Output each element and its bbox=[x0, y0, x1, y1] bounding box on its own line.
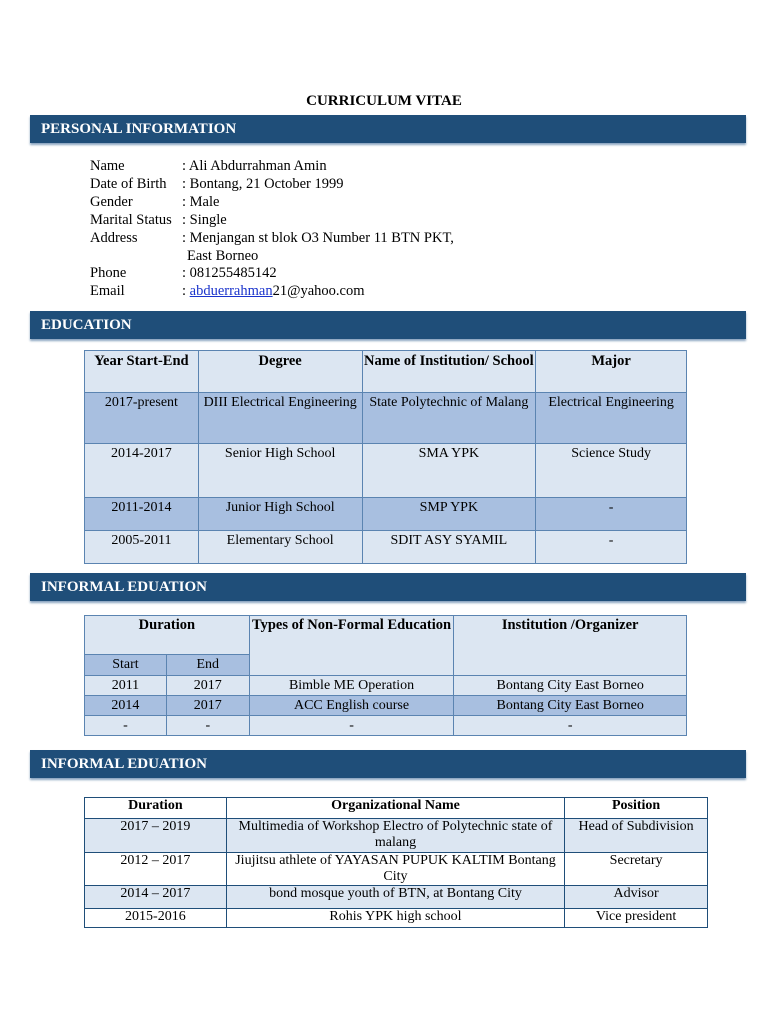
name-label: Name bbox=[90, 158, 125, 174]
table-row bbox=[85, 498, 687, 531]
nonformal-cell-type: Bimble ME Operation bbox=[249, 676, 454, 696]
nonformal-subheader-start: Start bbox=[85, 655, 167, 676]
personal-row-address bbox=[90, 230, 454, 248]
personal-row-gender bbox=[90, 194, 454, 212]
nonformal-cell-organizer: Bontang City East Borneo bbox=[454, 676, 687, 696]
table-row bbox=[85, 696, 687, 716]
table-row bbox=[85, 909, 708, 928]
edu-cell-year: 2011-2014 bbox=[85, 498, 199, 531]
name-value: : Ali Abdurrahman Amin bbox=[182, 158, 327, 174]
edu-header-major: Major bbox=[536, 351, 687, 393]
edu-header-institution: Name of Institution/ School bbox=[362, 351, 536, 393]
nonformal-cell-start: - bbox=[85, 716, 167, 736]
nonformal-cell-organizer: Bontang City East Borneo bbox=[454, 696, 687, 716]
table-row bbox=[85, 444, 687, 498]
edu-cell-degree: Elementary School bbox=[198, 531, 362, 564]
email-prefix: : bbox=[182, 283, 190, 300]
personal-row-marital bbox=[90, 212, 454, 230]
section-header-education: EDUCATION bbox=[30, 311, 746, 339]
section-header-informal-education-2: INFORMAL EDUATION bbox=[30, 750, 746, 778]
edu-cell-year: 2017-present bbox=[85, 393, 199, 444]
edu-cell-degree: Junior High School bbox=[198, 498, 362, 531]
org-header-name: Organizational Name bbox=[226, 798, 564, 819]
table-row bbox=[85, 716, 687, 736]
org-cell-name: Multimedia of Workshop Electro of Polytechnic state of malang bbox=[226, 819, 564, 853]
email-label: Email bbox=[90, 283, 125, 300]
marital-value: : Single bbox=[182, 211, 227, 228]
org-cell-duration: 2012 – 2017 bbox=[85, 853, 227, 886]
nonformal-cell-start: 2014 bbox=[85, 696, 167, 716]
table-row bbox=[85, 393, 687, 444]
org-cell-name: Rohis YPK high school bbox=[226, 909, 564, 928]
edu-cell-major: - bbox=[536, 531, 687, 564]
personal-info-block bbox=[90, 158, 454, 301]
nonformal-cell-organizer: - bbox=[454, 716, 687, 736]
nonformal-cell-type: - bbox=[249, 716, 454, 736]
personal-row-name bbox=[90, 158, 454, 176]
personal-row-phone bbox=[90, 265, 454, 283]
nonformal-cell-type: ACC English course bbox=[249, 696, 454, 716]
address-value-line2: East Borneo bbox=[187, 247, 259, 264]
education-table bbox=[84, 350, 687, 564]
table-row bbox=[85, 886, 708, 909]
nonformal-cell-end: 2017 bbox=[166, 696, 249, 716]
org-cell-position: Head of Subdivision bbox=[565, 819, 708, 853]
edu-cell-institution: SMP YPK bbox=[362, 498, 536, 531]
edu-cell-major: Science Study bbox=[536, 444, 687, 498]
address-label: Address bbox=[90, 229, 138, 246]
edu-cell-major: Electrical Engineering bbox=[536, 393, 687, 444]
personal-row-address-cont bbox=[90, 248, 454, 266]
organization-header-row bbox=[85, 798, 708, 819]
org-header-position: Position bbox=[565, 798, 708, 819]
org-cell-name: bond mosque youth of BTN, at Bontang City bbox=[226, 886, 564, 909]
edu-cell-major: - bbox=[536, 498, 687, 531]
dob-value: : Bontang, 21 October 1999 bbox=[182, 175, 344, 192]
phone-value: : 081255485142 bbox=[182, 265, 277, 282]
marital-label: Marital Status bbox=[90, 211, 172, 228]
edu-header-year: Year Start-End bbox=[85, 351, 199, 393]
table-row bbox=[85, 531, 687, 564]
org-cell-duration: 2015-2016 bbox=[85, 909, 227, 928]
email-domain: 21@yahoo.com bbox=[272, 283, 365, 300]
edu-cell-year: 2005-2011 bbox=[85, 531, 199, 564]
organization-table bbox=[84, 797, 708, 928]
nonformal-education-table bbox=[84, 615, 687, 736]
edu-cell-degree: DIII Electrical Engineering bbox=[198, 393, 362, 444]
org-cell-position: Advisor bbox=[565, 886, 708, 909]
email-value bbox=[180, 283, 364, 301]
edu-cell-degree: Senior High School bbox=[198, 444, 362, 498]
gender-value: : Male bbox=[182, 193, 220, 210]
nonformal-cell-start: 2011 bbox=[85, 676, 167, 696]
org-cell-position: Vice president bbox=[565, 909, 708, 928]
org-header-duration: Duration bbox=[85, 798, 227, 819]
personal-row-email bbox=[90, 283, 454, 301]
education-header-row bbox=[85, 351, 687, 393]
table-row bbox=[85, 853, 708, 886]
phone-label: Phone bbox=[90, 265, 127, 282]
nonformal-cell-end: - bbox=[166, 716, 249, 736]
nonformal-cell-end: 2017 bbox=[166, 676, 249, 696]
edu-cell-institution: SMA YPK bbox=[362, 444, 536, 498]
gender-label: Gender bbox=[90, 193, 133, 210]
org-cell-duration: 2014 – 2017 bbox=[85, 886, 227, 909]
edu-cell-institution: SDIT ASY SYAMIL bbox=[362, 531, 536, 564]
table-row bbox=[85, 676, 687, 696]
table-row bbox=[85, 819, 708, 853]
nonformal-header-type: Types of Non-Formal Education bbox=[249, 616, 454, 676]
org-cell-position: Secretary bbox=[565, 853, 708, 886]
email-link[interactable]: abduerrahman bbox=[189, 283, 273, 300]
section-header-informal-education: INFORMAL EDUATION bbox=[30, 573, 746, 601]
dob-label: Date of Birth bbox=[90, 175, 167, 192]
org-cell-name: Jiujitsu athlete of YAYASAN PUPUK KALTIM Bontang City bbox=[226, 853, 564, 886]
edu-header-degree: Degree bbox=[198, 351, 362, 393]
nonformal-header-row bbox=[85, 616, 687, 655]
org-cell-duration: 2017 – 2019 bbox=[85, 819, 227, 853]
edu-cell-institution: State Polytechnic of Malang bbox=[362, 393, 536, 444]
edu-cell-year: 2014-2017 bbox=[85, 444, 199, 498]
section-header-personal-information: PERSONAL INFORMATION bbox=[30, 115, 746, 143]
personal-row-dob bbox=[90, 176, 454, 194]
address-value: : Menjangan st blok O3 Number 11 BTN PKT, bbox=[182, 229, 454, 246]
document-title: CURRICULUM VITAE bbox=[306, 93, 462, 109]
nonformal-header-duration: Duration bbox=[85, 616, 250, 655]
nonformal-subheader-end: End bbox=[166, 655, 249, 676]
nonformal-header-organizer: Institution /Organizer bbox=[454, 616, 687, 676]
